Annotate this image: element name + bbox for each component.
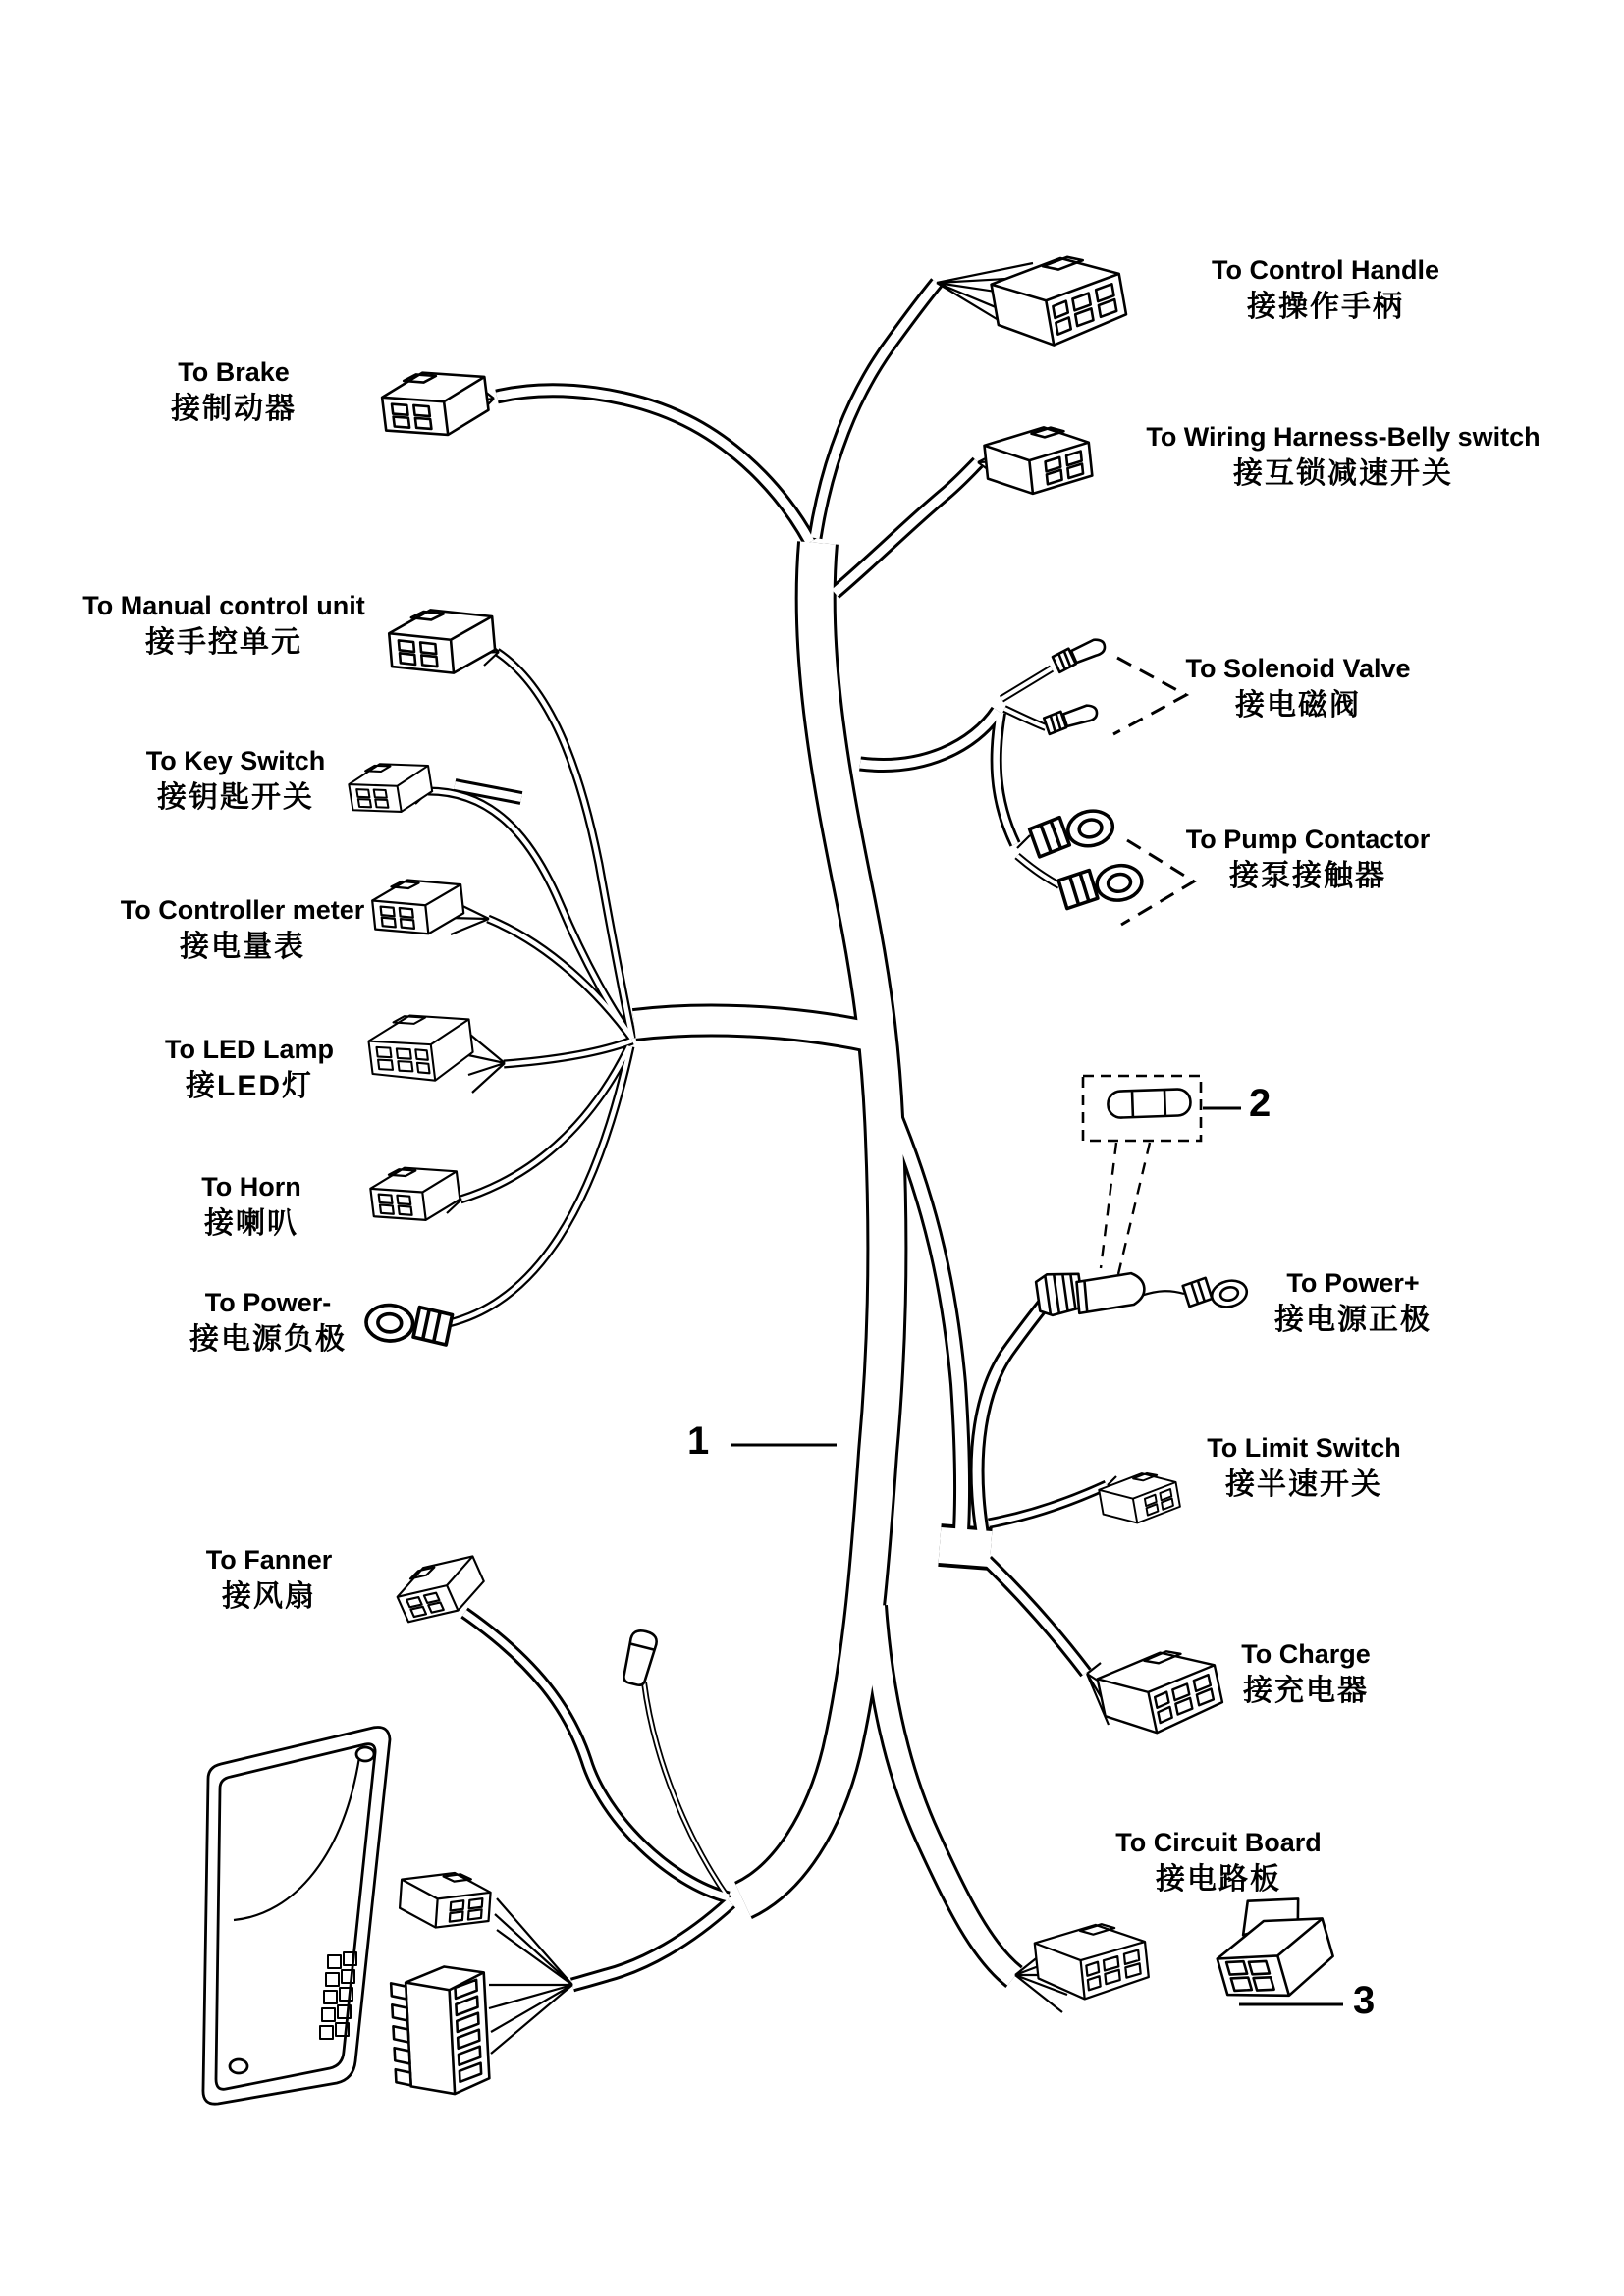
label-circuit-board-zh: 接电路板 [1155, 1863, 1281, 1896]
pump-ring-terminal-1-icon [1028, 807, 1115, 858]
bottom-left-wire-fan [489, 1898, 572, 2054]
label-charge-en: To Charge [1241, 1639, 1371, 1669]
label-horn [201, 1170, 300, 1245]
label-solenoid-valve-en: To Solenoid Valve [1185, 654, 1411, 683]
label-brake-zh: 接制动器 [171, 393, 297, 425]
label-key-switch-zh: 接钥匙开关 [157, 781, 314, 814]
label-charge-zh: 接充电器 [1242, 1675, 1369, 1707]
label-power-minus [189, 1286, 347, 1361]
callout-3: 3 [1353, 1979, 1376, 2022]
label-horn-en: To Horn [201, 1172, 301, 1201]
fuse-icon [1108, 1089, 1191, 1118]
fuse-callout-group [1083, 1076, 1201, 1274]
label-pump-contactor [1186, 823, 1430, 897]
controller-12pin-connector-icon [390, 1964, 490, 2097]
label-power-plus [1274, 1266, 1432, 1341]
label-led-lamp [165, 1033, 334, 1107]
capped-wire-icon [621, 1629, 659, 1687]
led-lamp-connector-icon [366, 1008, 476, 1088]
power-minus-ring-terminal-icon [365, 1304, 453, 1345]
label-controller-meter-zh: 接电量表 [180, 931, 305, 963]
label-power-plus-en: To Power+ [1286, 1268, 1420, 1298]
solenoid-spade-terminal-1-icon [1051, 637, 1108, 672]
led-lamp-wire-fan [468, 1035, 505, 1093]
label-belly-switch [1146, 420, 1540, 495]
label-key-switch-en: To Key Switch [145, 746, 326, 775]
label-brake-en: To Brake [178, 357, 290, 387]
label-control-handle [1212, 253, 1439, 328]
power-plus-fuse-holder-icon [1035, 1270, 1249, 1317]
callout-2: 2 [1249, 1082, 1272, 1125]
label-solenoid-valve-zh: 接电磁阀 [1235, 689, 1361, 721]
label-manual-control-zh: 接手控单元 [145, 626, 302, 659]
label-controller-meter [121, 893, 365, 968]
label-controller-meter-en: To Controller meter [120, 895, 365, 925]
controller-meter-connector-icon [370, 875, 465, 939]
controller-small-connector-icon [399, 1869, 492, 1931]
label-limit-switch-zh: 接半速开关 [1225, 1468, 1382, 1501]
key-switch-connector-icon [347, 757, 435, 820]
label-led-lamp-zh: 接LED灯 [186, 1070, 313, 1102]
label-control-handle-zh: 接操作手柄 [1246, 291, 1404, 323]
label-manual-control [82, 589, 364, 664]
horn-connector-icon [368, 1161, 461, 1226]
callout-1: 1 [687, 1419, 710, 1463]
label-power-minus-en: To Power- [204, 1288, 332, 1317]
fuse-holder-wire [1141, 1291, 1184, 1296]
brake-connector-icon [380, 365, 491, 442]
controller-board-icon [203, 1728, 390, 2105]
label-circuit-board [1115, 1826, 1322, 1900]
label-belly-switch-en: To Wiring Harness-Belly switch [1146, 422, 1541, 452]
label-led-lamp-en: To LED Lamp [165, 1035, 334, 1064]
label-key-switch [146, 744, 326, 819]
label-fanner [206, 1543, 333, 1618]
label-fanner-zh: 接风扇 [221, 1580, 316, 1613]
limit-switch-connector-icon [1098, 1468, 1182, 1528]
circuit-board-socket-icon [1205, 1883, 1340, 2011]
harness-cables-outline [428, 283, 1107, 1985]
label-circuit-board-en: To Circuit Board [1115, 1828, 1322, 1857]
label-charge [1241, 1637, 1371, 1712]
label-belly-switch-zh: 接互锁减速开关 [1233, 457, 1453, 490]
manual-control-connector-icon [387, 605, 496, 678]
solenoid-spade-terminal-2-icon [1043, 704, 1099, 734]
pump-ring-terminal-2-icon [1057, 862, 1144, 909]
solenoid-valve-pointer [1113, 658, 1186, 734]
label-pump-contactor-en: To Pump Contactor [1185, 825, 1431, 854]
belly-switch-connector-icon [983, 423, 1093, 499]
control-handle-connector-icon [989, 248, 1129, 353]
label-power-minus-zh: 接电源负极 [189, 1323, 347, 1356]
charge-connector-icon [1095, 1642, 1225, 1742]
fuse-leader-dashes [1101, 1143, 1150, 1274]
label-fanner-en: To Fanner [205, 1545, 333, 1575]
label-power-plus-zh: 接电源正极 [1274, 1304, 1432, 1336]
label-brake [171, 355, 297, 430]
label-limit-switch-en: To Limit Switch [1207, 1433, 1401, 1463]
label-pump-contactor-zh: 接泵接触器 [1228, 860, 1386, 892]
label-horn-zh: 接喇叭 [203, 1207, 298, 1240]
label-control-handle-en: To Control Handle [1212, 255, 1439, 285]
label-solenoid-valve [1185, 652, 1410, 726]
label-manual-control-en: To Manual control unit [82, 591, 365, 620]
label-limit-switch [1207, 1431, 1401, 1506]
harness-cables-core [428, 283, 1107, 1985]
circuit-board-plug-icon [1034, 1920, 1151, 2003]
